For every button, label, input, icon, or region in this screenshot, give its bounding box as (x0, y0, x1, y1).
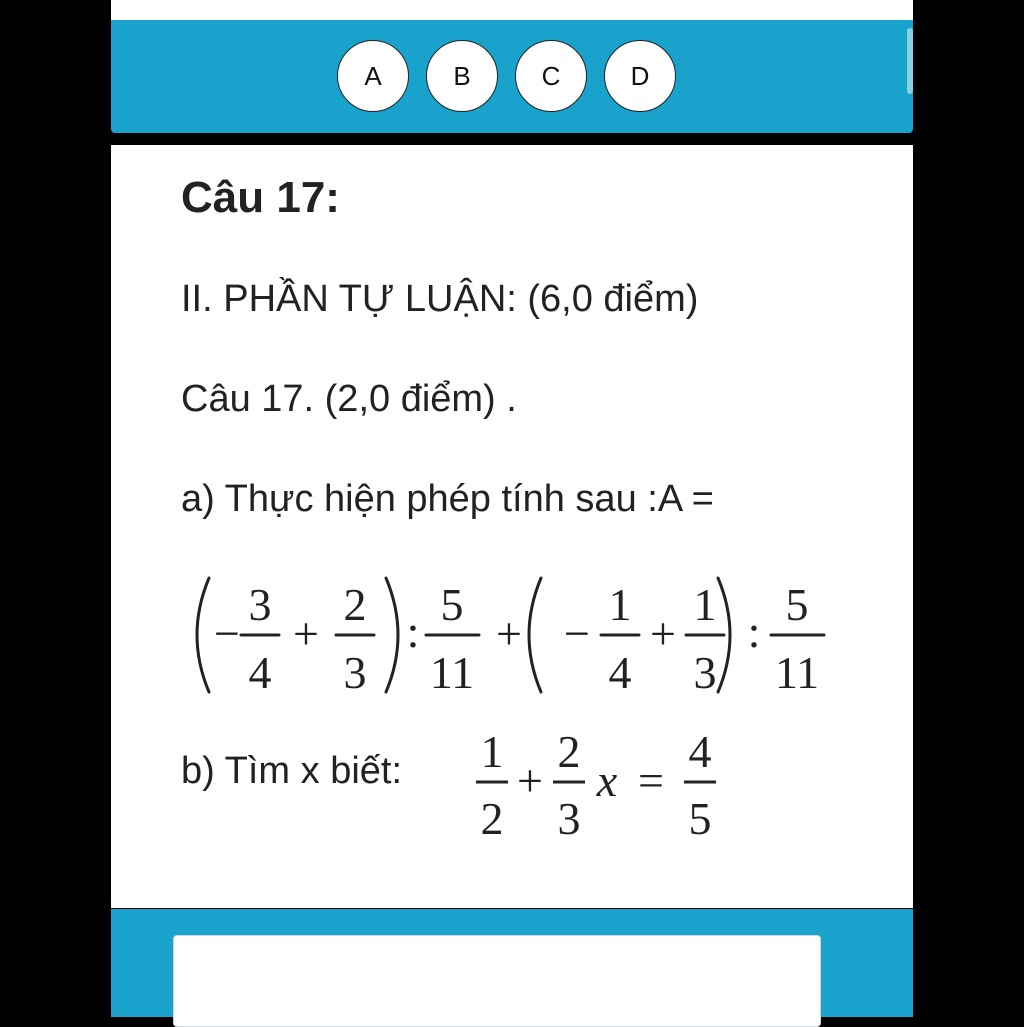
denominator: 4 (608, 647, 632, 698)
option-a-button[interactable]: A (337, 40, 409, 112)
numerator: 1 (693, 579, 717, 630)
top-strip (111, 0, 913, 20)
part-a-formula (181, 570, 831, 700)
denominator: 2 (480, 793, 504, 844)
denominator: 4 (248, 647, 272, 698)
left-paren-2 (529, 578, 541, 692)
answer-input-box[interactable] (173, 935, 821, 1027)
plus-sign: + (293, 608, 319, 659)
denominator: 3 (557, 793, 581, 844)
option-b-button[interactable]: B (426, 40, 498, 112)
variable-x: x (596, 755, 618, 806)
numerator: 1 (608, 579, 632, 630)
denominator: 3 (693, 647, 717, 698)
option-c-button[interactable]: C (515, 40, 587, 112)
denominator: 11 (429, 647, 475, 698)
denominator: 11 (774, 647, 820, 698)
question-line: Câu 17. (2,0 điểm) . (181, 378, 517, 420)
right-paren-1 (386, 578, 398, 692)
numerator: 2 (343, 579, 367, 630)
bottom-bar (111, 909, 913, 1017)
minus-sign: − (564, 608, 590, 659)
part-b-prompt: b) Tìm x biết: (181, 750, 403, 792)
numerator: 3 (248, 579, 272, 630)
part-b-expression (466, 720, 726, 850)
part-a-prompt: a) Thực hiện phép tính sau :A = (181, 478, 714, 520)
numerator: 5 (440, 579, 464, 630)
option-d-button[interactable]: D (604, 40, 676, 112)
minus-sign: − (214, 608, 240, 659)
plus-sign: + (496, 608, 522, 659)
denominator: 3 (343, 647, 367, 698)
numerator: 2 (557, 726, 581, 777)
numerator: 1 (480, 726, 504, 777)
part-a-expression (181, 570, 831, 705)
answer-options-bar (111, 20, 913, 133)
numerator: 5 (785, 579, 809, 630)
plus-sign: + (517, 755, 543, 806)
answer-options (111, 20, 913, 133)
plus-sign: + (650, 608, 676, 659)
question-title: Câu 17: (181, 173, 340, 222)
left-paren-1 (197, 578, 209, 692)
numerator: 4 (688, 726, 712, 777)
divide-sign: : (406, 606, 420, 657)
denominator: 5 (688, 793, 712, 844)
equals-sign: = (638, 755, 664, 806)
part-b-formula (466, 720, 726, 845)
section-heading: II. PHẦN TỰ LUẬN: (6,0 điểm) (181, 278, 699, 320)
question-card (111, 145, 913, 908)
divide-sign: : (747, 606, 761, 657)
